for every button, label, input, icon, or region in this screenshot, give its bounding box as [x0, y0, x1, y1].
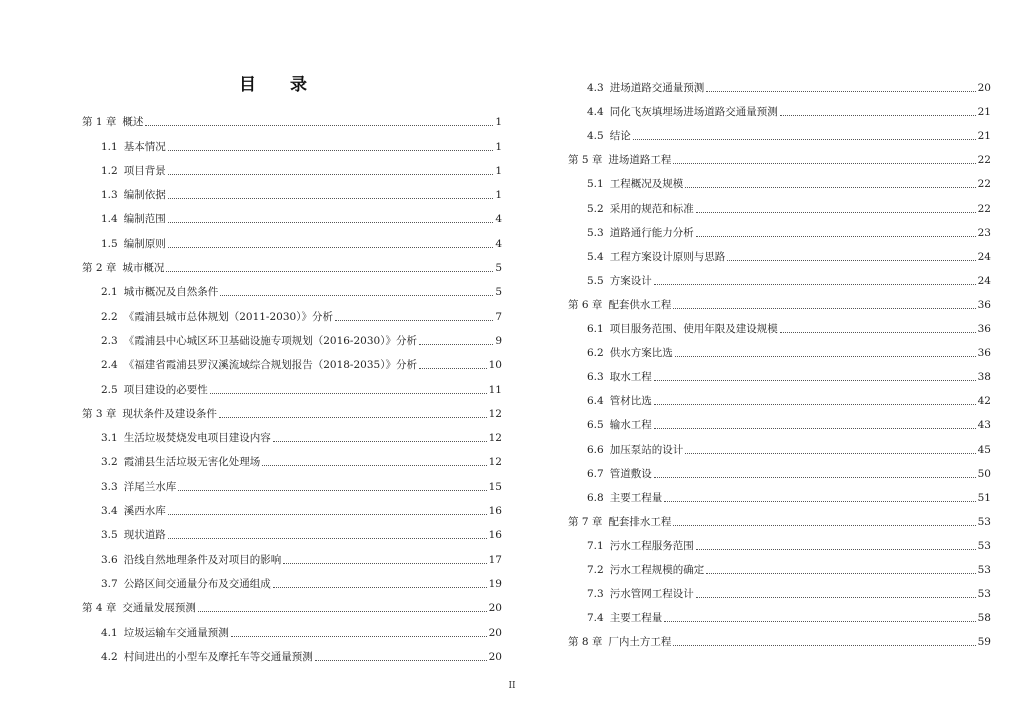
toc-entry-title: 霞浦县生活垃圾无害化处理场	[123, 456, 261, 469]
toc-section-entry[interactable]	[82, 201, 502, 225]
toc-section-entry[interactable]	[568, 335, 991, 359]
toc-chapter-entry[interactable]	[82, 104, 502, 128]
toc-entry-number: 6.6	[587, 443, 604, 456]
toc-section-entry[interactable]	[82, 371, 502, 395]
toc-dot-leader	[419, 368, 487, 369]
toc-dot-leader	[168, 150, 494, 151]
toc-entry-number: 7.3	[587, 588, 604, 601]
toc-dot-leader	[654, 477, 976, 478]
toc-entry-number: 4.4	[587, 106, 604, 119]
toc-entry-page: 11	[488, 383, 502, 396]
toc-section-entry[interactable]	[568, 190, 991, 214]
toc-entry-number: 1.1	[101, 140, 118, 153]
toc-right-column	[568, 70, 991, 648]
toc-entry-page: 21	[977, 106, 991, 119]
toc-entry-page: 24	[977, 274, 991, 287]
toc-dot-leader	[168, 247, 494, 248]
toc-section-entry[interactable]	[82, 298, 502, 322]
toc-entry-number: 2.2	[101, 310, 118, 323]
toc-dot-leader	[673, 525, 975, 526]
toc-entry-number: 2.4	[101, 359, 118, 372]
toc-entry-title: 现状条件及建设条件	[122, 407, 217, 420]
toc-entry-page: 53	[977, 588, 991, 601]
toc-entry-number: 6.2	[587, 347, 604, 360]
toc-entry-number: 5.1	[587, 178, 604, 191]
toc-section-entry[interactable]	[568, 215, 991, 239]
toc-entry-page: 51	[977, 491, 991, 504]
toc-entry-title: 基本情况	[123, 140, 166, 153]
toc-dot-leader	[696, 236, 976, 237]
toc-section-entry[interactable]	[568, 600, 991, 624]
toc-entry-title: 进场道路工程	[608, 154, 672, 167]
toc-entry-page: 17	[488, 553, 502, 566]
toc-section-entry[interactable]	[82, 347, 502, 371]
toc-entry-title: 污水工程服务范围	[609, 539, 694, 552]
toc-entry-title: 结论	[609, 130, 631, 143]
toc-dot-leader	[654, 428, 976, 429]
toc-entry-number: 4.1	[101, 626, 118, 639]
toc-dot-leader	[685, 453, 975, 454]
toc-entry-page: 36	[977, 298, 991, 311]
toc-entry-page: 16	[488, 505, 502, 518]
toc-title: 目 录	[239, 75, 321, 95]
toc-dot-leader	[178, 490, 486, 491]
toc-entry-title: 道路通行能力分析	[609, 226, 694, 239]
toc-entry-number: 2.5	[101, 383, 118, 396]
toc-chapter-entry[interactable]	[82, 396, 502, 420]
toc-entry-number: 1.3	[101, 189, 118, 202]
toc-section-entry[interactable]	[568, 70, 991, 94]
toc-section-entry[interactable]	[568, 431, 991, 455]
toc-entry-number: 第 2 章	[82, 262, 117, 275]
toc-entry-title: 《福建省霞浦县罗汉溪流域综合规划报告（2018-2035）》分析	[123, 359, 417, 372]
toc-entry-number: 3.3	[101, 480, 118, 493]
toc-entry-title: 《霞浦县中心城区环卫基础设施专项规划（2016-2030）》分析	[123, 334, 417, 347]
toc-entry-title: 垃圾运输车交通量预测	[123, 626, 229, 639]
toc-entry-page: 1	[495, 140, 502, 153]
toc-entry-page: 5	[495, 286, 502, 299]
toc-entry-number: 1.4	[101, 213, 118, 226]
toc-entry-page: 4	[495, 237, 502, 250]
toc-section-entry[interactable]	[568, 239, 991, 263]
toc-entry-title: 厂内土方工程	[608, 636, 672, 649]
toc-entry-title: 取水工程	[609, 371, 652, 384]
toc-dot-leader	[780, 332, 976, 333]
toc-section-entry[interactable]	[568, 383, 991, 407]
toc-section-entry[interactable]	[568, 118, 991, 142]
toc-entry-number: 6.4	[587, 395, 604, 408]
toc-dot-leader	[168, 222, 494, 223]
toc-entry-number: 6.8	[587, 491, 604, 504]
toc-entry-page: 15	[488, 480, 502, 493]
toc-entry-page: 19	[488, 577, 502, 590]
toc-entry-number: 3.2	[101, 456, 118, 469]
toc-entry-title: 编制原则	[123, 237, 166, 250]
toc-section-entry[interactable]	[82, 566, 502, 590]
toc-section-entry[interactable]	[568, 552, 991, 576]
toc-entry-number: 7.1	[587, 539, 604, 552]
toc-entry-number: 6.3	[587, 371, 604, 384]
toc-dot-leader	[231, 636, 487, 637]
toc-chapter-entry[interactable]	[568, 624, 991, 648]
toc-entry-title: 《霞浦县城市总体规划（2011-2030）》分析	[123, 310, 333, 323]
toc-section-entry[interactable]	[568, 166, 991, 190]
toc-entry-title: 污水工程规模的确定	[609, 563, 705, 576]
toc-dot-leader	[673, 308, 975, 309]
toc-entry-page: 20	[488, 602, 502, 615]
toc-entry-number: 1.2	[101, 164, 118, 177]
toc-entry-number: 第 6 章	[568, 298, 603, 311]
toc-dot-leader	[262, 465, 486, 466]
toc-section-entry[interactable]	[568, 94, 991, 118]
toc-section-entry[interactable]	[82, 323, 502, 347]
toc-entry-page: 4	[495, 213, 502, 226]
toc-dot-leader	[419, 344, 493, 345]
toc-dot-leader	[335, 320, 493, 321]
toc-entry-title: 工程概况及规模	[609, 178, 684, 191]
toc-entry-page: 20	[488, 650, 502, 663]
toc-entry-title: 交通量发展预测	[122, 602, 196, 615]
toc-entry-title: 现状道路	[123, 529, 166, 542]
toc-entry-page: 58	[977, 612, 991, 625]
toc-dot-leader	[654, 284, 976, 285]
toc-dot-leader	[210, 393, 487, 394]
toc-section-entry[interactable]	[82, 444, 502, 468]
toc-entry-page: 5	[495, 262, 502, 275]
toc-entry-page: 45	[977, 443, 991, 456]
toc-entry-page: 50	[977, 467, 991, 480]
toc-entry-title: 编制依据	[123, 189, 166, 202]
toc-entry-number: 2.1	[101, 286, 118, 299]
toc-dot-leader	[220, 295, 493, 296]
toc-entry-number: 3.7	[101, 577, 118, 590]
toc-dot-leader	[166, 271, 493, 272]
toc-entry-title: 工程方案设计原则与思路	[609, 250, 726, 263]
toc-entry-page: 59	[977, 636, 991, 649]
toc-section-entry[interactable]	[568, 528, 991, 552]
toc-entry-number: 5.4	[587, 250, 604, 263]
toc-entry-title: 污水管网工程设计	[609, 588, 694, 601]
toc-entry-page: 12	[488, 432, 502, 445]
toc-entry-page: 53	[977, 563, 991, 576]
toc-entry-number: 3.5	[101, 529, 118, 542]
toc-entry-page: 53	[977, 539, 991, 552]
toc-entry-page: 42	[977, 395, 991, 408]
toc-chapter-entry[interactable]	[568, 504, 991, 528]
toc-section-entry[interactable]	[82, 420, 502, 444]
toc-section-entry[interactable]	[82, 177, 502, 201]
toc-entry-number: 4.3	[587, 82, 604, 95]
toc-entry-page: 24	[977, 250, 991, 263]
toc-entry-number: 7.4	[587, 612, 604, 625]
toc-entry-page: 53	[977, 515, 991, 528]
toc-entry-page: 23	[977, 226, 991, 239]
toc-dot-leader	[168, 198, 494, 199]
toc-section-entry[interactable]	[568, 480, 991, 504]
toc-entry-page: 1	[495, 116, 502, 129]
toc-dot-leader	[273, 587, 487, 588]
toc-section-entry[interactable]	[568, 311, 991, 335]
toc-entry-title: 进场道路交通量预测	[609, 82, 705, 95]
toc-entry-title: 方案设计	[609, 274, 652, 287]
toc-entry-title: 编制范围	[123, 213, 166, 226]
toc-entry-title: 溪西水库	[123, 505, 166, 518]
toc-entry-title: 采用的规范和标准	[609, 202, 694, 215]
toc-entry-title: 生活垃圾焚烧发电项目建设内容	[123, 432, 271, 445]
toc-dot-leader	[273, 441, 487, 442]
toc-dot-leader	[654, 380, 976, 381]
toc-entry-number: 4.2	[101, 650, 118, 663]
toc-entry-number: 第 5 章	[568, 154, 603, 167]
toc-entry-title: 概述	[122, 116, 144, 129]
toc-section-entry[interactable]	[82, 541, 502, 565]
toc-dot-leader	[168, 514, 487, 515]
toc-entry-number: 5.3	[587, 226, 604, 239]
toc-dot-leader	[664, 501, 975, 502]
toc-entry-page: 22	[977, 202, 991, 215]
toc-chapter-entry[interactable]	[568, 287, 991, 311]
toc-dot-leader	[696, 549, 976, 550]
toc-dot-leader	[696, 212, 976, 213]
toc-entry-title: 项目背景	[123, 164, 166, 177]
toc-section-entry[interactable]	[568, 576, 991, 600]
toc-entry-title: 管道敷设	[609, 467, 652, 480]
toc-dot-leader	[219, 417, 487, 418]
toc-entry-number: 第 4 章	[82, 602, 117, 615]
toc-entry-page: 43	[977, 419, 991, 432]
toc-entry-number: 第 8 章	[568, 636, 603, 649]
toc-chapter-entry[interactable]	[82, 250, 502, 274]
toc-entry-number: 3.6	[101, 553, 118, 566]
toc-dot-leader	[685, 187, 975, 188]
toc-dot-leader	[673, 163, 975, 164]
toc-section-entry[interactable]	[82, 517, 502, 541]
toc-left-column	[82, 104, 502, 663]
toc-entry-title: 洋尾兰水库	[123, 480, 177, 493]
toc-entry-number: 第 7 章	[568, 515, 603, 528]
toc-entry-title: 城市概况及自然条件	[123, 286, 219, 299]
toc-section-entry[interactable]	[82, 274, 502, 298]
toc-entry-title: 主要工程量	[609, 612, 663, 625]
toc-dot-leader	[315, 660, 487, 661]
toc-entry-number: 第 3 章	[82, 407, 117, 420]
toc-entry-page: 36	[977, 323, 991, 336]
toc-section-entry[interactable]	[82, 468, 502, 492]
toc-entry-page: 21	[977, 130, 991, 143]
toc-dot-leader	[696, 597, 976, 598]
toc-entry-title: 供水方案比选	[609, 347, 673, 360]
toc-entry-title: 城市概况	[122, 262, 165, 275]
toc-entry-number: 4.5	[587, 130, 604, 143]
toc-entry-page: 36	[977, 347, 991, 360]
toc-entry-page: 1	[495, 164, 502, 177]
toc-entry-number: 3.1	[101, 432, 118, 445]
toc-chapter-entry[interactable]	[568, 142, 991, 166]
toc-entry-number: 5.2	[587, 202, 604, 215]
toc-entry-page: 20	[977, 82, 991, 95]
toc-dot-leader	[198, 611, 487, 612]
toc-section-entry[interactable]	[82, 128, 502, 152]
toc-entry-number: 1.5	[101, 237, 118, 250]
toc-entry-number: 2.3	[101, 334, 118, 347]
toc-dot-leader	[673, 645, 975, 646]
toc-chapter-entry[interactable]	[82, 590, 502, 614]
toc-entry-title: 输水工程	[609, 419, 652, 432]
toc-entry-page: 22	[977, 154, 991, 167]
toc-entry-number: 6.5	[587, 419, 604, 432]
toc-dot-leader	[780, 115, 976, 116]
toc-section-entry[interactable]	[82, 493, 502, 517]
toc-dot-leader	[283, 563, 486, 564]
toc-entry-title: 配套排水工程	[608, 515, 672, 528]
toc-section-entry[interactable]	[568, 263, 991, 287]
toc-entry-title: 村间进出的小型车及摩托车等交通量预测	[123, 650, 313, 663]
toc-section-entry[interactable]	[82, 225, 502, 249]
toc-entry-title: 沿线自然地理条件及对项目的影响	[123, 553, 282, 566]
toc-entry-page: 38	[977, 371, 991, 384]
toc-entry-title: 项目服务范围、使用年限及建设规模	[609, 323, 778, 336]
toc-entry-page: 10	[488, 359, 502, 372]
toc-dot-leader	[706, 573, 975, 574]
toc-entry-number: 5.5	[587, 274, 604, 287]
toc-section-entry[interactable]	[568, 359, 991, 383]
toc-section-entry[interactable]	[568, 456, 991, 480]
toc-section-entry[interactable]	[82, 639, 502, 663]
toc-entry-title: 公路区间交通量分布及交通组成	[123, 577, 271, 590]
toc-section-entry[interactable]	[568, 407, 991, 431]
toc-entry-page: 20	[488, 626, 502, 639]
toc-entry-title: 管材比选	[609, 395, 652, 408]
toc-dot-leader	[727, 260, 975, 261]
toc-entry-page: 22	[977, 178, 991, 191]
toc-dot-leader	[633, 139, 976, 140]
toc-dot-leader	[168, 538, 487, 539]
page-number: II	[508, 681, 516, 691]
toc-entry-title: 同化飞灰填埋场进场道路交通量预测	[609, 106, 778, 119]
toc-entry-number: 6.1	[587, 323, 604, 336]
toc-entry-page: 9	[495, 334, 502, 347]
toc-entry-page: 12	[488, 407, 502, 420]
toc-entry-page: 7	[495, 310, 502, 323]
toc-entry-page: 1	[495, 189, 502, 202]
toc-dot-leader	[654, 404, 976, 405]
toc-entry-page: 12	[488, 456, 502, 469]
toc-entry-page: 16	[488, 529, 502, 542]
toc-entry-number: 第 1 章	[82, 116, 117, 129]
toc-section-entry[interactable]	[82, 153, 502, 177]
toc-entry-number: 6.7	[587, 467, 604, 480]
toc-dot-leader	[145, 125, 493, 126]
toc-entry-title: 主要工程量	[609, 491, 663, 504]
toc-dot-leader	[675, 356, 976, 357]
toc-entry-number: 7.2	[587, 563, 604, 576]
toc-entry-title: 项目建设的必要性	[123, 383, 208, 396]
toc-dot-leader	[664, 621, 975, 622]
toc-entry-title: 加压泵站的设计	[609, 443, 684, 456]
toc-dot-leader	[168, 174, 494, 175]
toc-section-entry[interactable]	[82, 614, 502, 638]
toc-entry-title: 配套供水工程	[608, 298, 672, 311]
toc-entry-number: 3.4	[101, 505, 118, 518]
toc-dot-leader	[706, 91, 975, 92]
